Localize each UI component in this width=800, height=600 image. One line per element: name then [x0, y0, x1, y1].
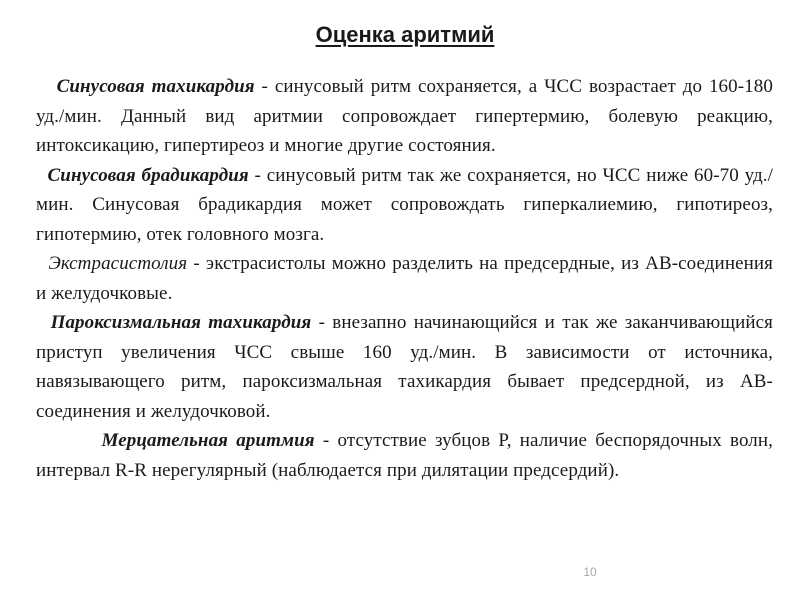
paragraph-paroxysmal-tachycardia — [36, 308, 773, 426]
paragraph-sinus-tachycardia — [36, 72, 773, 161]
page-number: 10 — [583, 565, 597, 579]
definition-paroxysmal-tachycardia: - внезапно начинающийся и так же заканчивающийся приступ увеличения ЧСС свыше 160 уд./мин. В зависимости от источника, навязывающего ритм, пароксизмальная тахикардия бывает предсердной, из АВ-соединения и желудочковой. — [36, 312, 773, 422]
definition-extrasystole: - экстрасистолы можно разделить на предсердные, из АВ-соединения и желудочковые. — [36, 253, 774, 304]
paragraph-indent — [36, 165, 48, 186]
slide-body — [36, 72, 773, 485]
paragraph-indent — [36, 430, 101, 451]
term-sinus-tachycardia: Синусовая тахикардия — [56, 76, 255, 97]
paragraph-atrial-fibrillation — [36, 426, 773, 485]
term-extrasystole: Экстрасистолия — [48, 253, 188, 274]
definition-sinus-tachycardia: - синусовый ритм сохраняется, а ЧСС возрастает до 160-180 уд./мин. Данный вид аритмии сопровождает гипертермию, болевую реакцию, интоксикацию, гипертиреоз и многие другие состояния. — [36, 76, 773, 156]
slide-title: Оценка аритмий — [315, 22, 495, 47]
paragraph-extrasystole — [36, 249, 773, 308]
term-paroxysmal-tachycardia: Пароксизмальная тахикардия — [50, 312, 312, 333]
definition-atrial-fibrillation: - отсутствие зубцов Р, наличие беспорядочных волн, интервал R-R нерегулярный (наблюдается при дилятации предсердий). — [36, 430, 773, 481]
paragraph-indent — [36, 76, 57, 97]
paragraph-indent — [36, 253, 48, 274]
term-sinus-bradycardia: Синусовая брадикардия — [47, 164, 249, 186]
paragraph-sinus-bradycardia — [36, 161, 773, 250]
definition-sinus-bradycardia: - синусовый ритм так же сохраняется, но ЧСС ниже 60-70 уд./мин. Синусовая брадикардия может сопровождать гиперкалиемию, гипотиреоз, гипотермию, отек головного мозга. — [36, 164, 773, 245]
paragraph-indent — [36, 312, 51, 333]
term-atrial-fibrillation: Мерцательная аритмия — [101, 430, 315, 451]
